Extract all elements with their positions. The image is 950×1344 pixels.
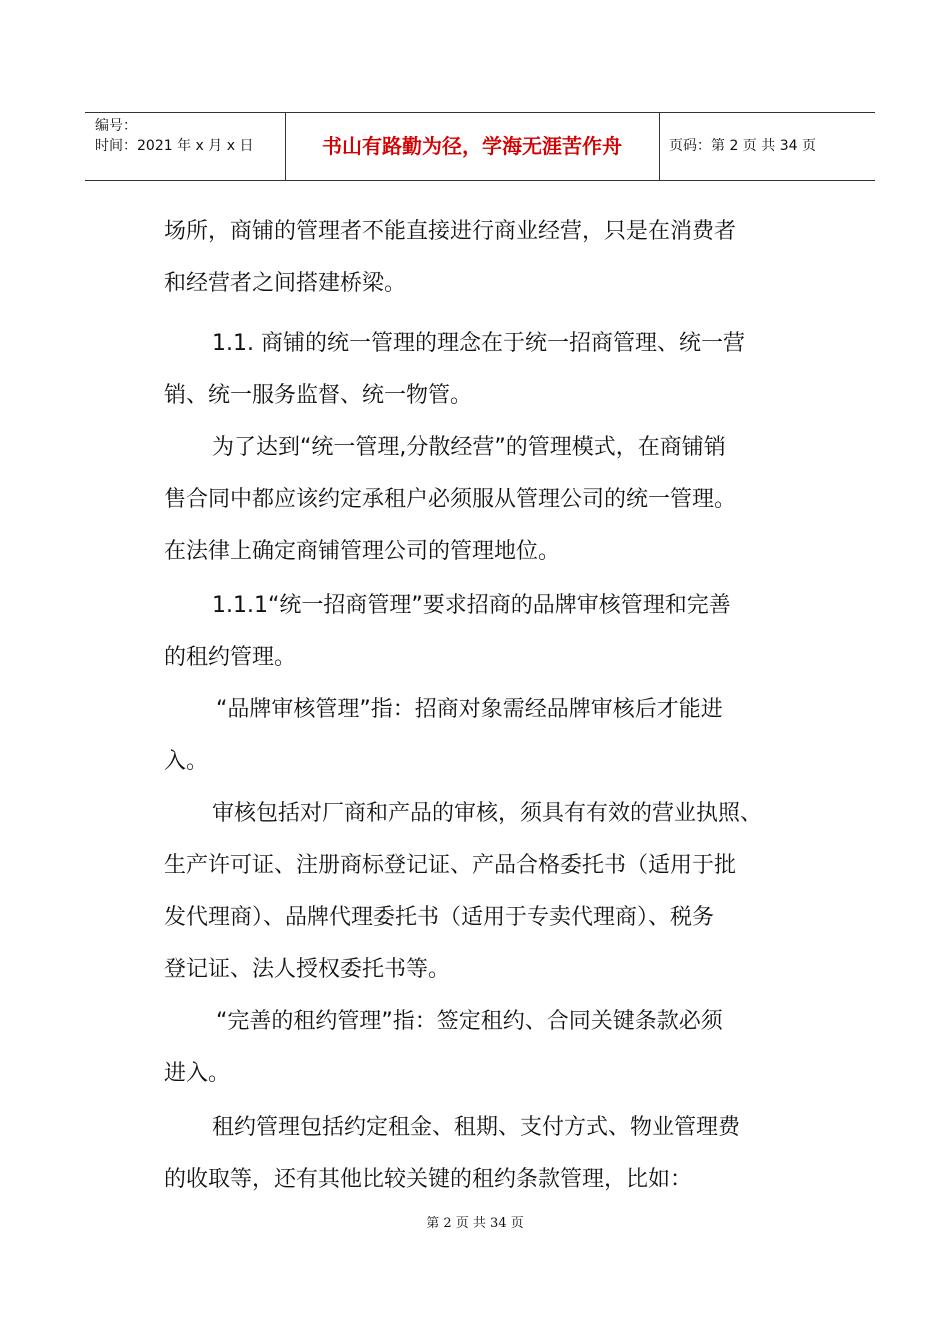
header-bottom-rule [85,180,875,181]
body-line: 审核包括对厂商和产品的审核，须具有有效的营业执照、 [212,801,763,826]
body-line: 进入。 [164,1061,231,1086]
body-line: 入。 [164,749,209,774]
body-line: 为了达到“统一管理,分散经营”的管理模式，在商铺销 [212,435,726,460]
time-label: 时间：2021 年 x 月 x 日 [95,138,254,154]
body-line: 登记证、法人授权委托书等。 [164,957,451,982]
header-top-rule [85,112,875,113]
number-label: 编号： [95,118,137,134]
body-line: “完善的租约管理”指：签定租约、合同关键条款必须 [216,1009,723,1034]
body-line: 销、统一服务监督、统一物管。 [164,383,473,408]
header-divider-right [659,112,660,181]
body-line: 的租约管理。 [164,645,297,670]
header-left-cell [95,116,253,156]
body-line: 和经营者之间搭建桥梁。 [164,271,407,296]
body-line: 发代理商）、品牌代理委托书（适用于专卖代理商）、税务 [164,905,715,930]
header-motto: 书山有路勤为径，学海无涯苦作舟 [322,134,622,158]
body-line: 1.1. 商铺的统一管理的理念在于统一招商管理、统一营 [212,331,745,356]
body-line: “品牌审核管理”指：招商对象需经品牌审核后才能进 [216,697,723,722]
body-line: 生产许可证、注册商标登记证、产品合格委托书（适用于批 [164,853,737,878]
body-line: 在法律上确定商铺管理公司的管理地位。 [164,539,561,564]
header-page-info: 页码：第 2 页 共 34 页 [669,138,816,154]
page-header [85,112,875,181]
body-line: 的收取等，还有其他比较关键的租约条款管理，比如： [164,1167,693,1192]
body-line: 租约管理包括约定租金、租期、支付方式、物业管理费 [212,1115,741,1140]
page-footer: 第 2 页 共 34 页 [426,1216,524,1231]
body-line: 售合同中都应该约定承租户必须服从管理公司的统一管理。 [164,487,737,512]
body-line: 1.1.1“统一招商管理”要求招商的品牌审核管理和完善 [212,593,731,618]
body-line: 场所，商铺的管理者不能直接进行商业经营，只是在消费者 [164,219,737,244]
